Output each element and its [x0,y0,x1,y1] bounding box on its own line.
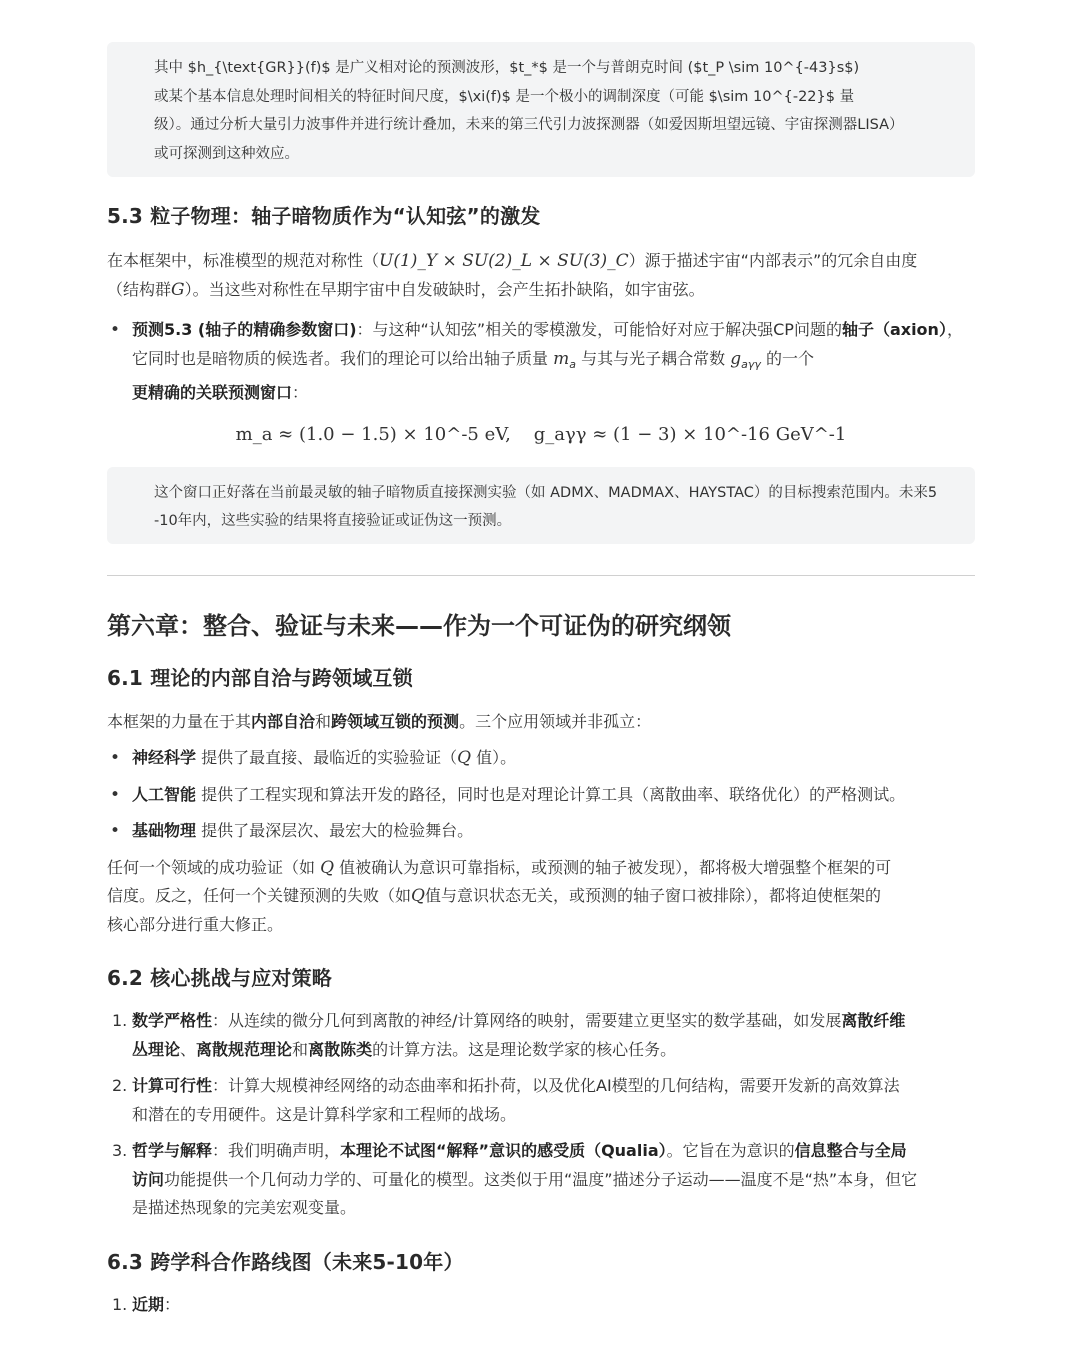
note-box-gravitational-waves [107,42,975,177]
math-Q: Q [320,857,335,878]
text: 功能提供一个几何动力学的、可量化的模型。这类似于用“温度”描述分子运动——温度不是“热”本身，但它 [164,1169,918,1189]
prediction-list [107,316,975,408]
list-item [107,817,975,846]
list-item-computation [107,1072,975,1129]
bold-term: 内部自洽 [251,711,316,731]
bold-term: 跨领域互锁的预测 [331,711,460,731]
note-line: 这个窗口正好落在当前最灵敏的轴子暗物质直接探测实验（如 ADMX、MADMAX、HAYSTAC）的目标搜索范围内。未来5 [154,484,938,501]
section-heading-5-3: 5.3 粒子物理：轴子暗物质作为“认知弦”的激发 [107,204,541,228]
list-number: 3. [112,1141,128,1161]
display-formula [107,420,975,450]
text: ：与这种“认知弦”相关的零模激发，可能恰好对应于解决强CP问题的 [356,320,842,339]
list-item-philosophy [107,1137,975,1223]
list-item [107,744,975,773]
note-line: 其中 $h_{\text{GR}}(f)$ 是广义相对论的预测波形，$t_*$ 是一个与普朗克时间 ($t_P \sim 10^{-43}s$) [154,60,860,76]
note-line: 或可探测到这种效应。 [154,145,299,162]
list-item [107,781,975,810]
paragraph-gauge-symmetry [107,247,975,304]
paragraph-6-1-intro [107,708,975,737]
prediction-label: 预测5.3 (轴子的精确参数窗口) [132,320,357,339]
math-Q: Q [411,886,425,907]
text: （结构群 [107,279,172,299]
formula-coupling: g_aγγ ≈ (1 − 3) × 10^-16 GeV^-1 [533,423,847,445]
list-number: 1. [112,1011,128,1031]
document-content [107,42,975,1319]
section-heading-6-3: 6.3 跨学科合作路线图（未来5-10年） [107,1249,464,1274]
list-item-prediction-5-3: • 预测5.3 (轴子的精确参数窗口)：与这种“认知弦”相关的零模激发，可能恰好对应于解决强CP问题的轴子（axion），它同时也是暗物质的候选者。我们的理论可以给出轴子质量 $m_a$ 与其与光子耦合常数 $g_{a\gamma\gamma}$ 的一个 更精确的关联预测窗口： [107,316,975,408]
text: ：计算大规模神经网络的动态曲率和拓扑荷，以及优化AI模型的几何结构，需要开发新的高效算法 [212,1076,900,1096]
text: 提供了最直接、最临近的实验验证（ [196,748,458,768]
bold-term: 本理论不试图“解释”意识的感受质（Qualia） [340,1141,667,1161]
bold-term: 哲学与解释 [132,1141,213,1161]
list-item-math-rigor [107,1007,975,1064]
text: 提供了最深层次、最宏大的检验舞台。 [196,821,474,841]
prediction-window-term: 更精确的关联预测窗口 [132,383,293,403]
text: 提供了工程实现和算法开发的路径，同时也是对理论计算工具（离散曲率、联络优化）的严格测试。 [196,784,906,804]
text: 和潜在的专用硬件。这是计算科学家和工程师的战场。 [132,1104,517,1124]
math-gauge-group: U(1)_Y × SU(2)_L × SU(3)_C [379,251,629,271]
text: 信度。反之，任何一个关键预测的失败（如 [107,886,412,906]
note-line: 级）。通过分析大量引力波事件并进行统计叠加，未来的第三代引力波探测器（如爱因斯坦望远镜、宇宙探测器LISA） [154,117,904,133]
text: 、 [180,1039,197,1059]
bold-term: 离散纤维 [841,1011,906,1031]
text: ：我们明确声明， [212,1141,341,1161]
note-line: 或某个基本信息处理时间相关的特征时间尺度，$\xi(f)$ 是一个极小的调制深度（可能 $\sim 10^{-22}$ 量 [154,88,855,105]
text: 值被确认为意识可靠指标，或预测的轴子被发现），都将极大增强整个框架的可 [339,857,892,877]
text: 和 [292,1039,309,1059]
text: ： [164,1294,181,1314]
text: ：从连续的微分几何到离散的神经/计算网络的映射，需要建立更坚实的数学基础，如发展 [212,1011,842,1031]
text: 。三个应用领域并非孤立： [459,711,652,731]
text: 和 [315,711,332,731]
list-number: 1. [112,1294,128,1314]
text: ： [292,383,309,403]
bold-term: 信息整合与全局 [794,1141,907,1161]
paragraph-6-1-validation [107,854,975,940]
bold-term: 离散陈类 [308,1039,373,1059]
text: 。它旨在为意识的 [666,1141,795,1161]
domain-list [107,744,975,846]
text: 值）。 [471,748,517,768]
math-ma: m [553,348,570,369]
math-G: G [171,279,185,300]
note-line: -10年内，这些实验的结果将直接验证或证伪这一预测。 [154,513,512,530]
math-g: g [730,348,742,369]
bold-term: 近期 [132,1294,165,1314]
bold-term: 离散规范理论 [196,1039,293,1059]
list-item-near-term [107,1291,975,1320]
section-heading-6-1: 6.1 理论的内部自洽与跨领域互锁 [107,665,413,690]
bold-term: 访问 [132,1169,165,1189]
bold-term: 丛理论 [132,1039,181,1059]
bold-term: 基础物理 [132,821,197,841]
note-box-axion-experiments [107,467,975,544]
text: ，它同时也是暗物质的候选者。我们的理论可以给出轴子质量 [132,320,963,368]
bold-term: 计算可行性 [132,1076,213,1096]
chapter-title-6: 第六章：整合、验证与未来——作为一个可证伪的研究纲领 [107,611,731,640]
roadmap-list [107,1291,975,1320]
text: 的计算方法。这是理论数学家的核心任务。 [372,1039,677,1059]
text: ）源于描述宇宙“内部表示”的冗余自由度 [628,251,918,270]
text: 与其与光子耦合常数 [581,348,726,368]
text: 本框架的力量在于其 [107,711,252,731]
section-divider [107,575,975,576]
text: 值与意识状态无关，或预测的轴子窗口被排除），都将迫使框架的 [424,886,881,906]
challenge-list [107,1007,975,1223]
math-Q: Q [457,748,472,769]
text: 是描述热现象的完美宏观变量。 [132,1198,357,1218]
bold-term: 神经科学 [132,748,197,768]
bold-term: 数学严格性 [132,1011,213,1031]
bold-term: 人工智能 [132,784,197,804]
list-number: 2. [112,1076,128,1096]
text: 的一个 [765,348,814,368]
axion-term: 轴子（axion） [841,320,947,339]
formula-mass: m_a ≈ (1.0 − 1.5) × 10^-5 eV, [235,423,511,445]
section-heading-6-2: 6.2 核心挑战与应对策略 [107,966,332,991]
text: ）。当这些对称性在早期宇宙中自发破缺时，会产生拓扑缺陷，如宇宙弦。 [184,279,705,299]
text: 核心部分进行重大修正。 [107,914,284,934]
text: 任何一个领域的成功验证（如 [107,857,316,877]
text: 在本框架中，标准模型的规范对称性（ [107,251,380,270]
